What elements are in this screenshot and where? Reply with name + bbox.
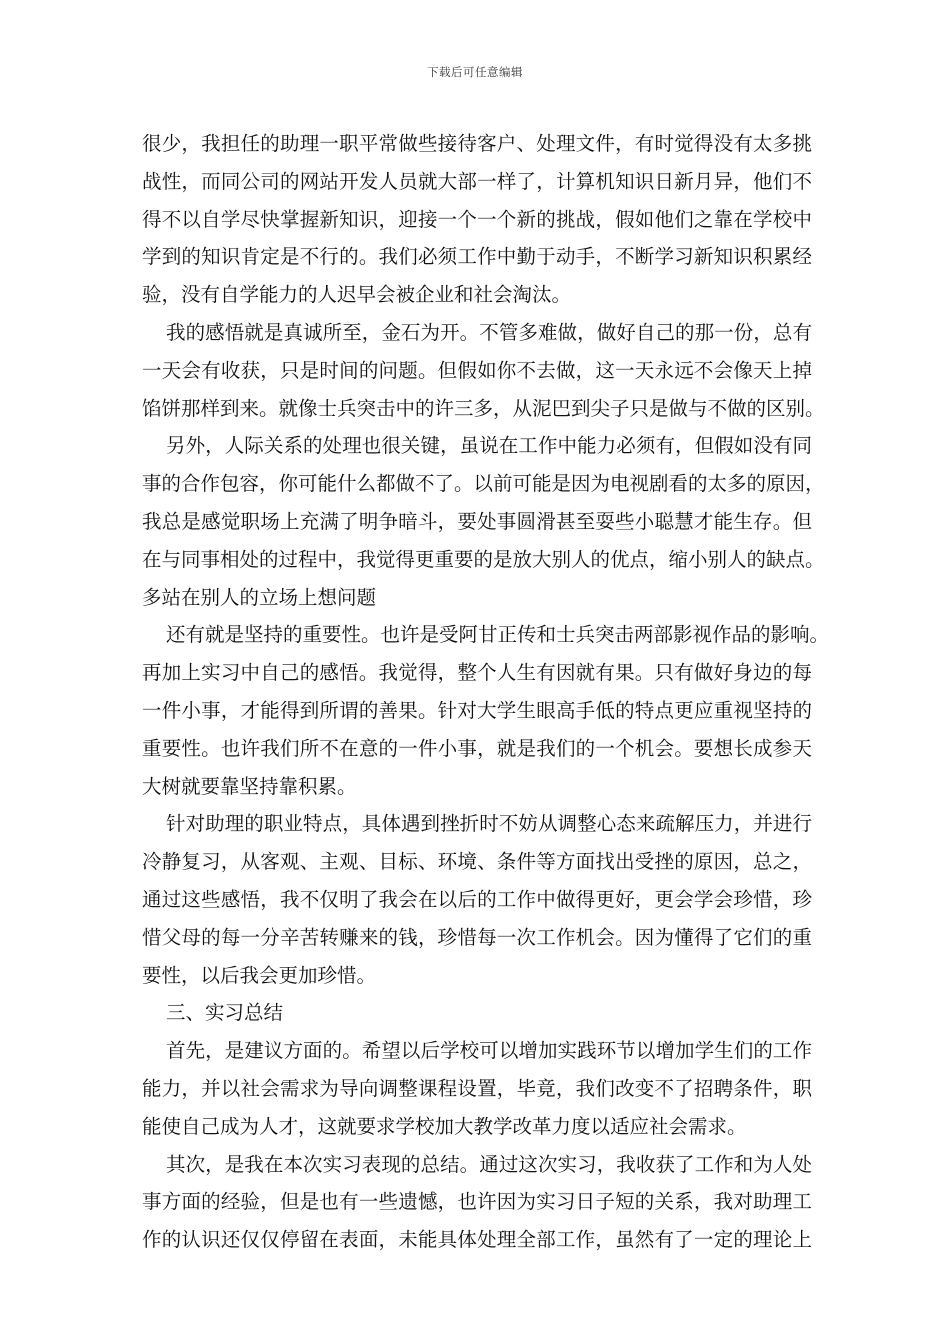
text-line: 在与同事相处的过程中，我觉得更重要的是放大别人的优点，缩小别人的缺点。 <box>142 547 825 571</box>
text-line: 首先，是建议方面的。希望以后学校可以增加实践环节以增加学生们的工作 <box>166 1039 812 1063</box>
text-line: 得不以自学尽快掌握新知识，迎接一个一个新的挑战，假如他们之靠在学校中 <box>142 207 812 231</box>
text-line: 事方面的经验，但是也有一些遗憾，也许因为实习日子短的关系，我对助理工 <box>142 1190 812 1214</box>
text-line: 我总是感觉职场上充满了明争暗斗，要处事圆滑甚至耍些小聪慧才能生存。但 <box>142 509 812 533</box>
text-line: 其次，是我在本次实习表现的总结。通过这次实习，我收获了工作和为人处 <box>166 1152 812 1176</box>
text-line: 能力，并以社会需求为导向调整课程设置，毕竟，我们改变不了招聘条件，职 <box>142 1076 812 1100</box>
text-line: 多站在别人的立场上想问题 <box>142 585 377 609</box>
text-line: 重要性。也许我们所不在意的一件小事，就是我们的一个机会。要想长成参天 <box>142 736 812 760</box>
text-line: 能使自己成为人才，这就要求学校加大教学改革力度以适应社会需求。 <box>142 1114 747 1138</box>
text-line: 还有就是坚持的重要性。也许是受阿甘正传和士兵突击两部影视作品的影响。 <box>166 623 830 647</box>
text-line: 学到的知识肯定是不行的。我们必须工作中勤于动手，不断学习新知识积累经 <box>142 245 812 269</box>
text-line: 针对助理的职业特点，具体遇到挫折时不妨从调整心态来疏解压力，并进行 <box>166 812 812 836</box>
page-header: 下载后可任意编辑 <box>427 65 523 79</box>
text-line: 再加上实习中自己的感悟。我觉得，整个人生有因就有果。只有做好身边的每 <box>142 661 812 685</box>
text-line: 一件小事，才能得到所谓的善果。针对大学生眼高手低的特点更应重视坚持的 <box>142 698 812 722</box>
text-line: 我的感悟就是真诚所至，金石为开。不管多难做，做好自己的那一份，总有 <box>166 320 812 344</box>
body-text <box>142 125 830 1259</box>
text-line: 作的认识还仅仅停留在表面，未能具体处理全部工作，虽然有了一定的理论上 <box>142 1228 812 1252</box>
text-line: 惜父母的每一分辛苦转赚来的钱，珍惜每一次工作机会。因为懂得了它们的重 <box>142 925 812 949</box>
text-line: 馅饼那样到来。就像士兵突击中的许三多，从泥巴到尖子只是做与不做的区别。 <box>142 396 825 420</box>
text-line: 事的合作包容，你可能什么都做不了。以前可能是因为电视剧看的太多的原因， <box>142 472 825 496</box>
text-line: 要性，以后我会更加珍惜。 <box>142 963 377 987</box>
text-line: 另外，人际关系的处理也很关键，虽说在工作中能力必须有，但假如没有同 <box>166 434 812 458</box>
text-line: 战性，而同公司的网站开发人员就大部一样了，计算机知识日新月异，他们不 <box>142 169 812 193</box>
text-line: 一天会有收获，只是时间的问题。但假如你不去做，这一天永远不会像天上掉 <box>142 358 812 382</box>
text-line: 大树就要靠坚持靠积累。 <box>142 774 357 798</box>
text-line: 验，没有自学能力的人迟早会被企业和社会淘汰。 <box>142 283 572 307</box>
text-line: 通过这些感悟，我不仅明了我会在以后的工作中做得更好，更会学会珍惜，珍 <box>142 887 812 911</box>
text-line: 很少，我担任的助理一职平常做些接待客户、处理文件，有时觉得没有太多挑 <box>142 132 812 155</box>
section-heading: 三、实习总结 <box>166 1001 284 1025</box>
text-line: 冷静复习，从客观、主观、目标、环境、条件等方面找出受挫的原因，总之， <box>142 850 812 874</box>
